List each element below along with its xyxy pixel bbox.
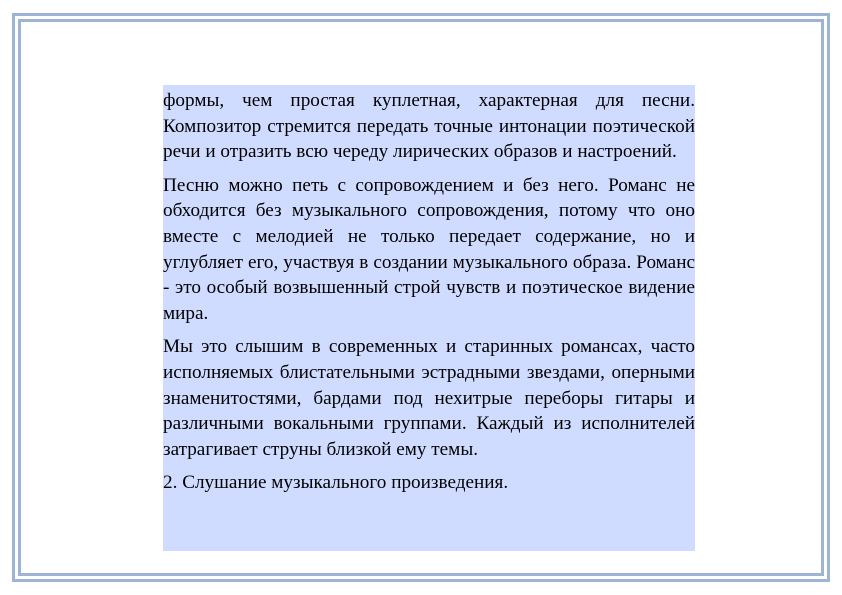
paragraph-3: Мы это слышим в современных и старинных романсах, часто исполняемых блистательными эстрадными звездами, оперными знаменитостями, бардами под нехитрые переборы гитары и различными вокальными группами. Каждый из исполнителей затрагивает струны близкой ему темы.	[163, 336, 695, 461]
text-block	[163, 85, 695, 551]
paragraph-4: 2. Слушание музыкального произведения.	[163, 472, 509, 494]
paragraph-1: формы, чем простая куплетная, характерная для песни. Композитор стремится передать точные интонации поэтической речи и отразить всю череду лирических образов и настроений.	[163, 90, 695, 163]
paragraph-2: Песню можно петь с сопровождением и без него. Романс не обходится без музыкального сопровождения, потому что оно вместе с мелодией не только передает содержание, но и углубляет его, участвуя в создании музыкального образа. Романс - это особый возвышенный строй чувств и поэтическое видение мира.	[163, 174, 695, 325]
